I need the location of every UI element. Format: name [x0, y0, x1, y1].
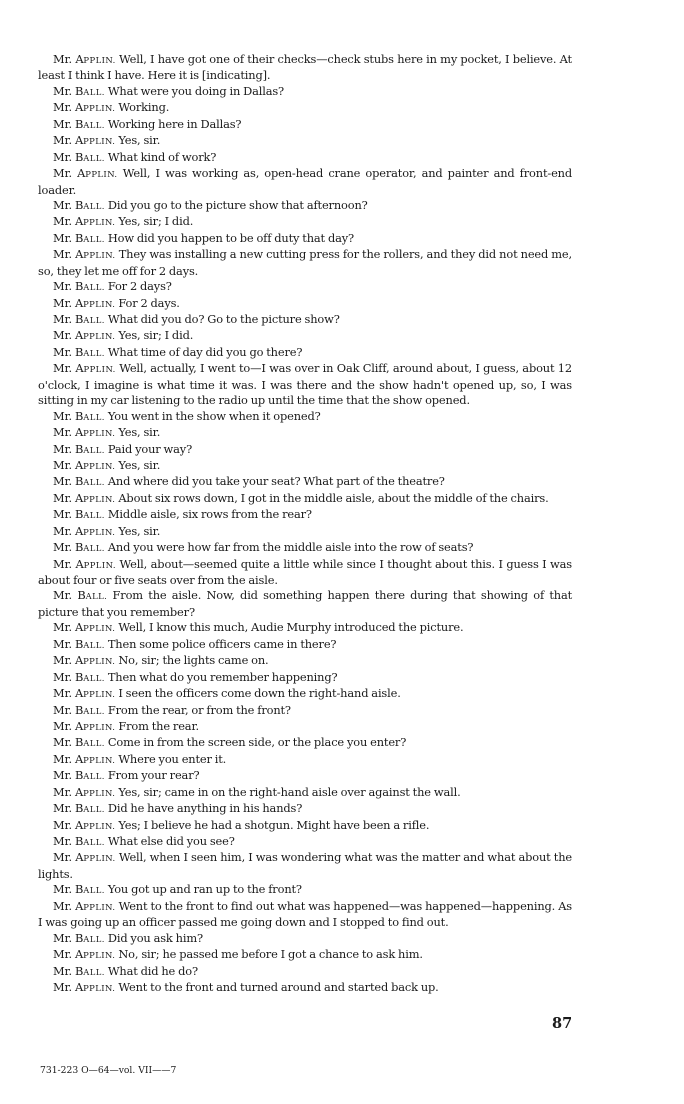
testimony-paragraph: [38, 491, 572, 507]
page-number: 87: [552, 1015, 573, 1032]
speaker-name: Mr. APPLIN.: [53, 52, 116, 66]
testimony-paragraph: [38, 850, 572, 882]
testimony-paragraph: [38, 818, 572, 834]
testimony-paragraph: [38, 345, 572, 361]
testimony-paragraph: [38, 540, 572, 556]
speech-text: For 2 days?: [107, 279, 172, 294]
testimony-paragraph: [38, 425, 572, 441]
printer-line: 731-223 O—64—vol. VII——7: [40, 1065, 177, 1076]
speech-text: Yes, sir; I did.: [118, 328, 194, 343]
testimony-paragraph: [38, 964, 572, 980]
speech-text: Well, I know this much, Audie Murphy introduced the picture.: [118, 620, 464, 635]
speaker-name: Mr. BALL.: [53, 801, 105, 816]
speaker-name: Mr. APPLIN.: [53, 328, 116, 343]
speech-text: Yes, sir.: [118, 457, 161, 472]
testimony-paragraph: [38, 785, 572, 801]
speech-text: Went to the front and turned around and started back up.: [118, 979, 439, 994]
testimony-paragraph: [38, 557, 572, 589]
testimony-paragraph: [38, 458, 572, 474]
speech-text: Then what do you remember happening?: [107, 669, 338, 684]
speech-text: And where did you take your seat? What part of the theatre?: [107, 474, 445, 489]
testimony-paragraph: [38, 442, 572, 458]
testimony-paragraph: [38, 247, 572, 279]
testimony-paragraph: [38, 133, 572, 149]
testimony-paragraph: [38, 768, 572, 784]
speech-text: Did he have anything in his hands?: [107, 801, 303, 816]
speech-text: Working here in Dallas?: [107, 116, 242, 131]
testimony-body: [38, 52, 572, 996]
testimony-paragraph: [38, 899, 572, 931]
testimony-paragraph: [38, 980, 572, 996]
speaker-name: Mr. APPLIN.: [53, 133, 116, 148]
speaker-name: Mr. APPLIN.: [53, 523, 116, 538]
speaker-name: Mr. APPLIN.: [53, 247, 116, 262]
speech-text: About six rows down, I got in the middle aisle, about the middle of the chairs.: [118, 490, 549, 505]
speaker-name: Mr. APPLIN.: [53, 751, 116, 766]
testimony-paragraph: [38, 653, 572, 669]
speaker-name: Mr. APPLIN.: [53, 295, 116, 310]
testimony-paragraph: [38, 312, 572, 328]
speaker-name: Mr. BALL.: [53, 344, 105, 359]
speech-text: You got up and ran up to the front?: [107, 882, 302, 897]
testimony-paragraph: [38, 166, 572, 198]
speaker-name: Mr. BALL.: [53, 441, 105, 456]
speaker-name: Mr. BALL.: [53, 540, 105, 555]
speech-text: Well, actually, I went to—I was over in Oak Cliff, around about, I guess, about 12 o'clock, I imagine is what time it was. I was there and the show hadn't opened up, so, I was sitting in my car listening to the radio up until the time that the show opened.: [38, 361, 572, 408]
speech-text: Did you ask him?: [107, 930, 203, 945]
speech-text: Come in from the screen side, or the place you enter?: [107, 735, 407, 750]
speaker-name: Mr. BALL.: [53, 768, 105, 783]
speaker-name: Mr. BALL.: [53, 834, 105, 848]
testimony-paragraph: [38, 834, 572, 850]
testimony-paragraph: [38, 150, 572, 166]
speaker-name: Mr. BALL.: [53, 963, 105, 978]
testimony-paragraph: [38, 947, 572, 963]
testimony-paragraph: [38, 882, 572, 898]
speaker-name: Mr. APPLIN.: [53, 653, 116, 668]
testimony-paragraph: [38, 409, 572, 425]
testimony-paragraph: [38, 100, 572, 116]
speaker-name: Mr. BALL.: [53, 197, 105, 212]
speaker-name: Mr. APPLIN.: [53, 979, 116, 994]
speech-text: From the rear, or from the front?: [107, 702, 291, 717]
speech-text: Where you enter it.: [118, 751, 227, 766]
speech-text: What else did you see?: [107, 834, 235, 848]
speech-text: You went in the show when it opened?: [107, 408, 321, 423]
speech-text: Yes, sir.: [118, 133, 161, 148]
speaker-name: Mr. APPLIN.: [53, 947, 116, 962]
speech-text: Then some police officers came in there?: [107, 636, 337, 651]
testimony-paragraph: [38, 524, 572, 540]
speech-text: Yes, sir.: [118, 425, 161, 440]
speech-text: I seen the officers come down the right-hand aisle.: [118, 686, 401, 701]
speech-text: From the aisle. Now, did something happen there during that showing of that picture that you remember?: [38, 588, 573, 619]
speaker-name: Mr. BALL.: [53, 83, 105, 98]
speech-text: No, sir; the lights came on.: [118, 653, 269, 668]
testimony-paragraph: [38, 719, 572, 735]
speech-text: What did he do?: [107, 963, 198, 978]
speech-text: What did you do? Go to the picture show?: [107, 312, 340, 326]
speech-text: Went to the front to find out what was happened—was happened—happening. As I was going up an officer passed me going down and I stopped to find out.: [38, 898, 572, 930]
speaker-name: Mr. BALL.: [53, 930, 105, 945]
speech-text: What kind of work?: [107, 149, 217, 164]
speaker-name: Mr. BALL.: [53, 279, 105, 294]
speech-text: For 2 days.: [118, 295, 180, 310]
testimony-paragraph: [38, 117, 572, 133]
speaker-name: Mr. APPLIN.: [53, 100, 116, 115]
speech-text: Well, I have got one of their checks—check stubs here in my pocket, I believe. At least I think I have. Here it is [indicating].: [38, 52, 572, 83]
testimony-paragraph: [38, 52, 572, 84]
testimony-paragraph: [38, 296, 572, 312]
speaker-name: Mr. BALL.: [53, 474, 105, 489]
speech-text: Middle aisle, six rows from the rear?: [107, 507, 312, 522]
speaker-name: Mr. BALL.: [53, 636, 105, 651]
testimony-paragraph: [38, 214, 572, 230]
testimony-paragraph: [38, 231, 572, 247]
speech-text: Paid your way?: [107, 441, 193, 456]
testimony-paragraph: [38, 686, 572, 702]
speech-text: Did you go to the picture show that afternoon?: [107, 197, 368, 212]
speech-text: How did you happen to be off duty that day?: [107, 230, 354, 245]
speaker-name: Mr. APPLIN.: [53, 850, 116, 865]
speech-text: No, sir; he passed me before I got a chance to ask him.: [118, 947, 423, 962]
speaker-name: Mr. BALL.: [53, 588, 108, 603]
speaker-name: Mr. BALL.: [53, 882, 105, 897]
testimony-paragraph: [38, 801, 572, 817]
speaker-name: Mr. APPLIN.: [53, 214, 116, 229]
speaker-name: Mr. APPLIN.: [53, 686, 116, 701]
testimony-paragraph: [38, 328, 572, 344]
speech-text: What time of day did you go there?: [107, 344, 303, 359]
speaker-name: Mr. BALL.: [53, 669, 105, 684]
speaker-name: Mr. APPLIN.: [53, 490, 116, 505]
speech-text: Yes; I believe he had a shotgun. Might have been a rifle.: [118, 817, 430, 832]
speaker-name: Mr. BALL.: [53, 312, 105, 326]
speaker-name: Mr. BALL.: [53, 149, 105, 164]
speaker-name: Mr. APPLIN.: [53, 361, 116, 376]
speaker-name: Mr. APPLIN.: [53, 556, 116, 571]
testimony-paragraph: [38, 703, 572, 719]
speaker-name: Mr. BALL.: [53, 408, 105, 423]
speech-text: From the rear.: [118, 718, 199, 733]
speech-text: They was installing a new cutting press for the rollers, and they did not need me, so, they let me off for 2 days.: [38, 247, 572, 278]
testimony-paragraph: [38, 670, 572, 686]
speech-text: What were you doing in Dallas?: [107, 83, 285, 98]
testimony-paragraph: [38, 361, 572, 408]
speaker-name: Mr. APPLIN.: [53, 457, 116, 472]
speaker-name: Mr. APPLIN.: [53, 718, 116, 733]
speaker-name: Mr. BALL.: [53, 702, 105, 717]
speaker-name: Mr. APPLIN.: [53, 166, 118, 181]
speech-text: Well, when I seen him, I was wondering what was the matter and what about the lights.: [38, 850, 572, 881]
testimony-paragraph: [38, 735, 572, 751]
speaker-name: Mr. APPLIN.: [53, 620, 116, 635]
speaker-name: Mr. BALL.: [53, 735, 105, 750]
testimony-paragraph: [38, 931, 572, 947]
testimony-paragraph: [38, 588, 572, 620]
speaker-name: Mr. APPLIN.: [53, 425, 116, 440]
speech-text: Well, about—seemed quite a little while since I thought about this. I guess I was about four or five seats over from the aisle.: [38, 556, 572, 587]
speech-text: Working.: [118, 100, 170, 115]
testimony-paragraph: [38, 198, 572, 214]
testimony-paragraph: [38, 474, 572, 490]
testimony-paragraph: [38, 507, 572, 523]
testimony-paragraph: [38, 84, 572, 100]
speech-text: Yes, sir.: [118, 523, 161, 538]
speaker-name: Mr. BALL.: [53, 507, 105, 522]
speech-text: Yes, sir; I did.: [118, 214, 194, 229]
speech-text: Well, I was working as, open-head crane operator, and painter and front-end loader.: [38, 166, 572, 197]
speaker-name: Mr. APPLIN.: [53, 784, 116, 799]
testimony-paragraph: [38, 752, 572, 768]
speaker-name: Mr. APPLIN.: [53, 817, 116, 832]
testimony-paragraph: [38, 279, 572, 295]
speech-text: Yes, sir; came in on the right-hand aisle over against the wall.: [118, 784, 461, 799]
speech-text: From your rear?: [107, 768, 200, 783]
speaker-name: Mr. BALL.: [53, 116, 105, 131]
speaker-name: Mr. APPLIN.: [53, 898, 116, 913]
testimony-paragraph: [38, 620, 572, 636]
speaker-name: Mr. BALL.: [53, 230, 105, 245]
testimony-paragraph: [38, 637, 572, 653]
speech-text: And you were how far from the middle aisle into the row of seats?: [107, 540, 474, 555]
